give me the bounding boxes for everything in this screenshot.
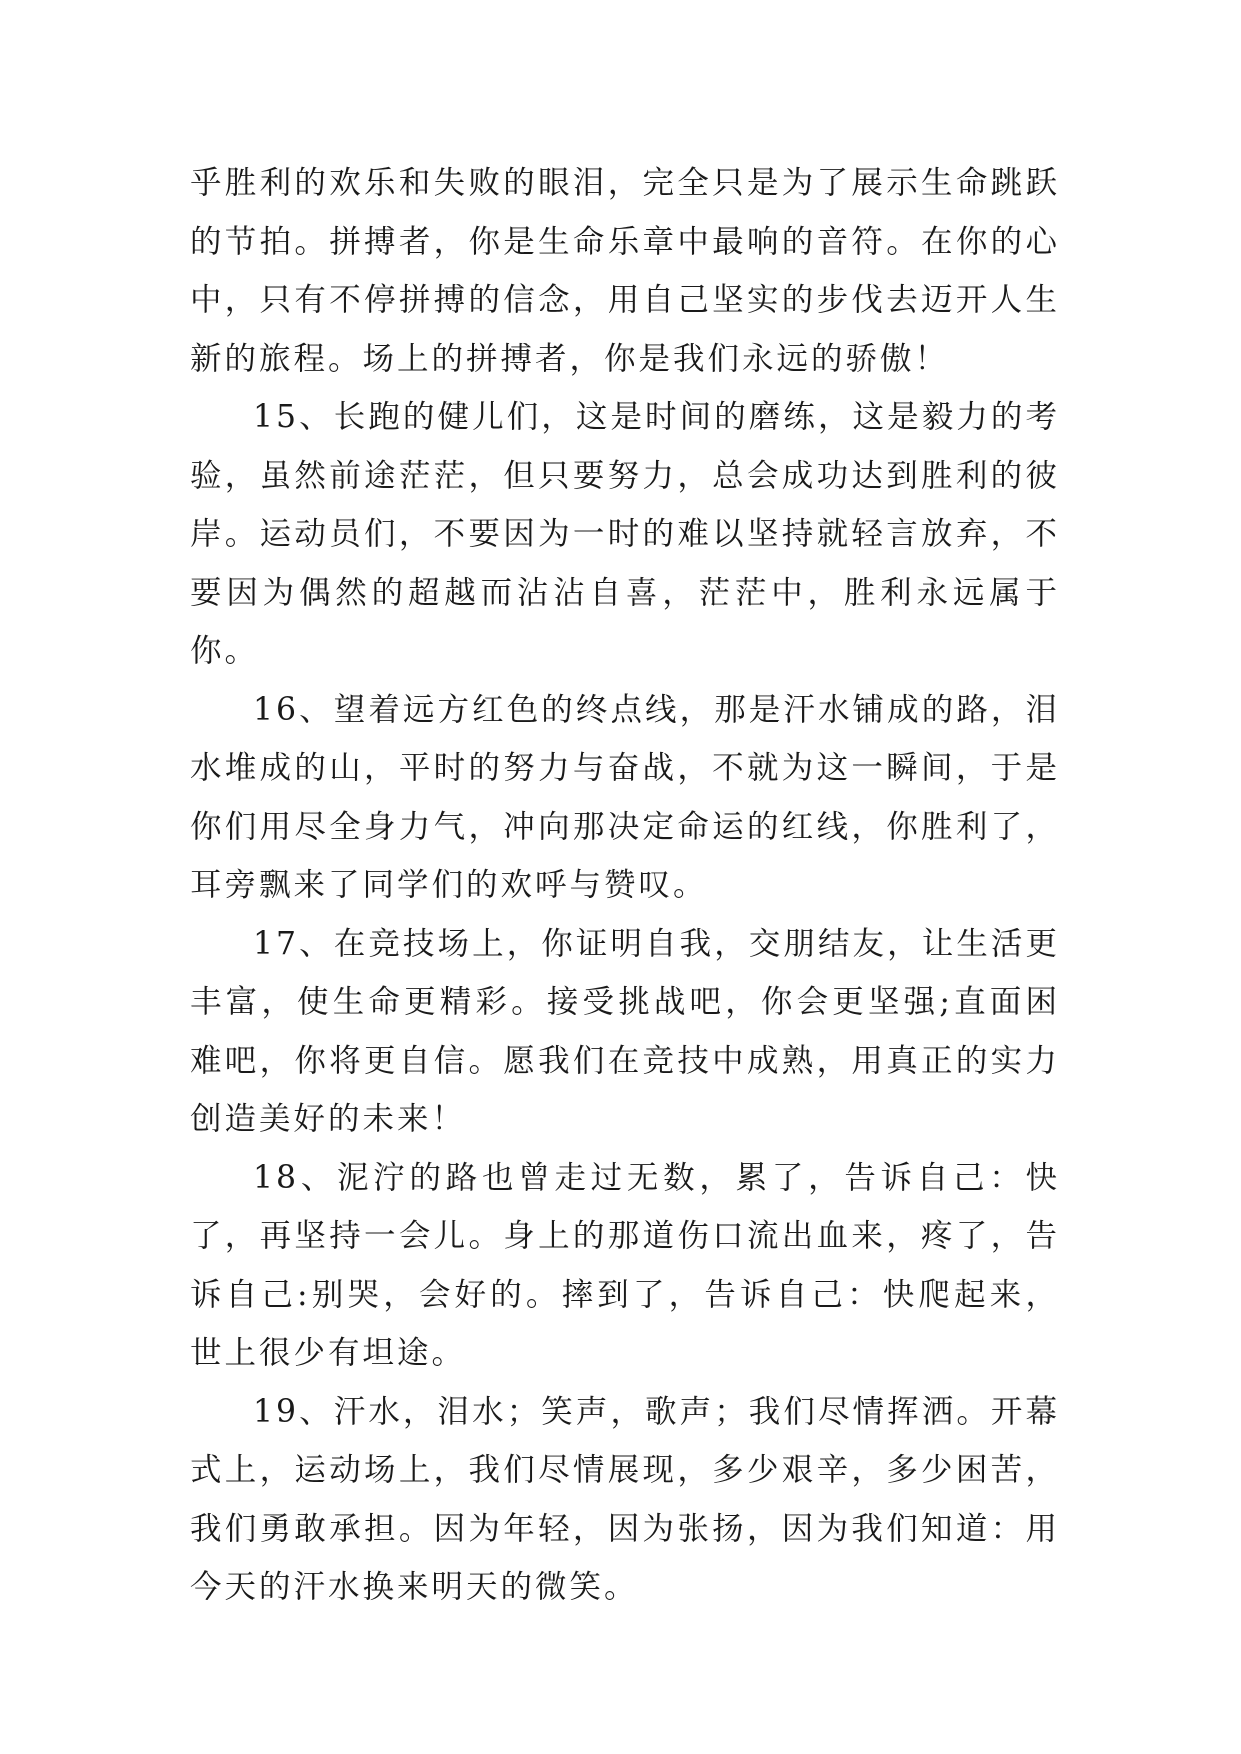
paragraph-continuation: 乎胜利的欢乐和失败的眼泪，完全只是为了展示生命跳跃的节拍。拼搏者，你是生命乐章中最响的音符。在你的心中，只有不停拼搏的信念，用自己坚实的步伐去迈开人生新的旅程。场上的拼搏者，你是我们永远的骄傲！: [190, 165, 1060, 377]
paragraph-16: 16、望着远方红色的终点线，那是汗水铺成的路，泪水堆成的山，平时的努力与奋战，不就为这一瞬间，于是你们用尽全身力气，冲向那决定命运的红线，你胜利了，耳旁飘来了同学们的欢呼与赞叹。: [190, 691, 1060, 903]
paragraph-18: 18、泥泞的路也曾走过无数，累了，告诉自己：快了，再坚持一会儿。身上的那道伤口流出血来，疼了，告诉自己:别哭，会好的。摔到了，告诉自己：快爬起来，世上很少有坦途。: [190, 1159, 1060, 1371]
paragraph-15: 15、长跑的健儿们，这是时间的磨练，这是毅力的考验，虽然前途茫茫，但只要努力，总会成功达到胜利的彼岸。运动员们，不要因为一时的难以坚持就轻言放弃，不要因为偶然的超越而沾沾自喜，茫茫中，胜利永远属于你。: [190, 399, 1060, 669]
paragraph-19: 19、汗水，泪水；笑声，歌声；我们尽情挥洒。开幕式上，运动场上，我们尽情展现，多少艰辛，多少困苦，我们勇敢承担。因为年轻，因为张扬，因为我们知道：用今天的汗水换来明天的微笑。: [190, 1393, 1060, 1605]
document-body: [190, 154, 1060, 1617]
paragraph-17: 17、在竞技场上，你证明自我，交朋结友，让生活更丰富，使生命更精彩。接受挑战吧，你会更坚强;直面困难吧，你将更自信。愿我们在竞技中成熟，用真正的实力创造美好的未来！: [190, 925, 1060, 1137]
